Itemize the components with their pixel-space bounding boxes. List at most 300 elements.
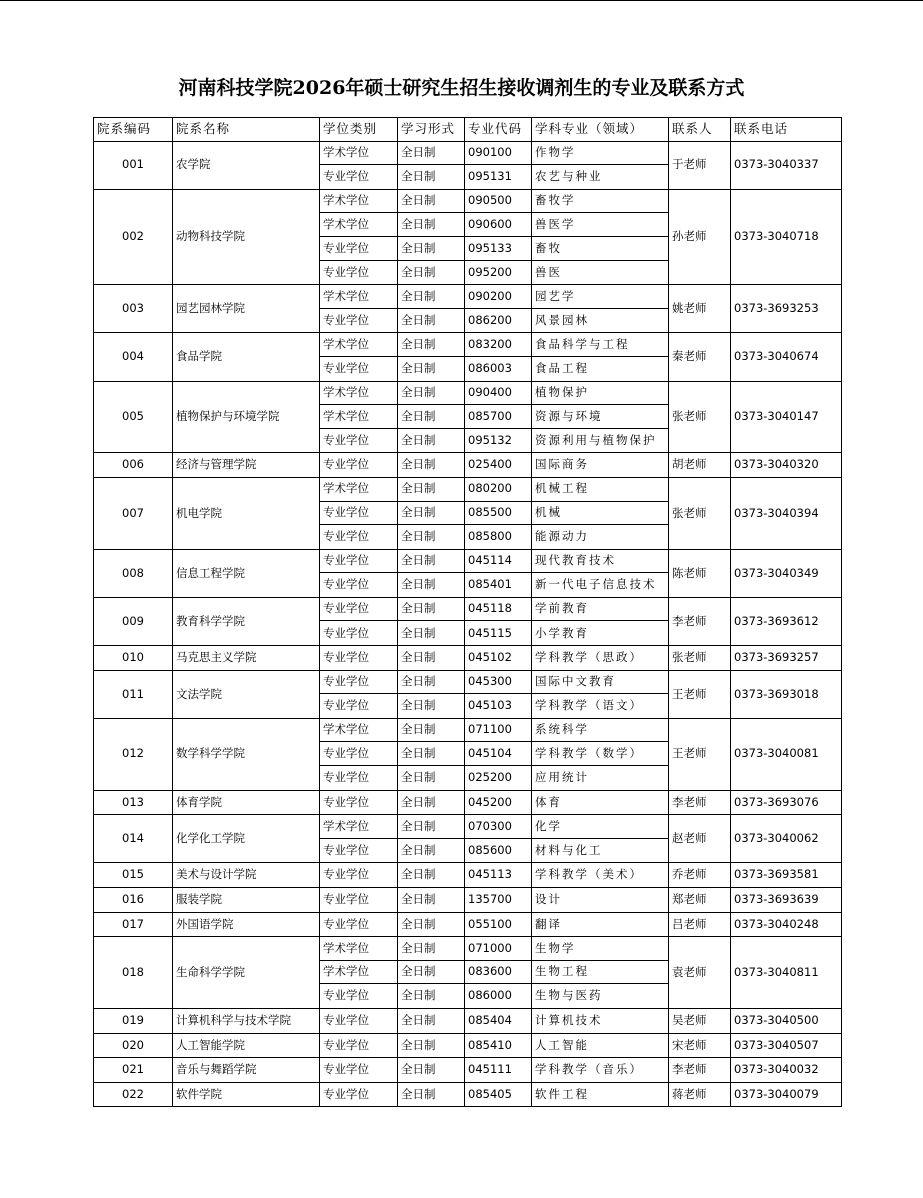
degree-cell: 专业学位 [320, 742, 397, 766]
degree-cell: 学术学位 [320, 961, 397, 985]
major-cell: 资源与环境 [532, 405, 668, 429]
mode-stack-cell [398, 670, 465, 718]
contact-cell: 张老师 [669, 646, 731, 671]
phone-cell: 0373-3040507 [731, 1033, 842, 1058]
degree-stack-cell [320, 1082, 398, 1107]
major-cell: 畜牧 [532, 237, 668, 261]
major-cell: 资源利用与植物保护 [535, 432, 657, 447]
degree-cell: 专业学位 [323, 794, 369, 809]
pcode-cell: 086003 [468, 360, 512, 375]
pcode-cell: 071000 [465, 937, 531, 961]
major-stack-cell [532, 1033, 669, 1058]
contact-cell: 宋老师 [669, 1033, 731, 1058]
pcode-cell: 090600 [465, 213, 531, 237]
major-cell: 学前教育 [532, 598, 668, 622]
pcode-cell: 085410 [468, 1037, 512, 1052]
pcode-cell: 083600 [465, 961, 531, 985]
table-header-row [94, 118, 842, 142]
mode-stack-cell [398, 189, 465, 284]
pcode-stack-cell [465, 453, 532, 478]
major-cell: 材料与化工 [535, 842, 603, 857]
table-row [94, 1058, 842, 1083]
major-cell: 作物学 [532, 142, 668, 166]
mode-cell: 全日制 [398, 478, 464, 502]
mode-cell: 全日制 [401, 457, 436, 472]
table-row [94, 381, 842, 453]
mode-cell: 全日制 [401, 432, 436, 447]
degree-stack-cell [320, 597, 398, 645]
mode-cell: 全日制 [401, 842, 436, 857]
degree-cell: 学术学位 [320, 478, 397, 502]
contact-cell: 于老师 [669, 141, 731, 189]
mode-cell: 全日制 [401, 169, 436, 184]
dept-code-cell: 009 [94, 597, 173, 645]
dept-name-cell: 马克思主义学院 [173, 646, 320, 671]
phone-cell: 0373-3040079 [731, 1082, 842, 1107]
mode-stack-cell [398, 453, 465, 478]
degree-stack-cell [320, 815, 398, 863]
dept-code-cell: 017 [94, 912, 173, 937]
phone-cell: 0373-3040349 [731, 549, 842, 597]
pcode-stack-cell [465, 790, 532, 815]
pcode-cell: 090200 [465, 285, 531, 309]
degree-cell: 专业学位 [323, 432, 369, 447]
major-stack-cell [532, 888, 669, 913]
dept-code-cell: 011 [94, 670, 173, 718]
pcode-cell: 086200 [468, 312, 512, 327]
header-dept-name: 院系名称 [173, 118, 320, 142]
major-cell: 机械 [532, 502, 668, 526]
table-row [94, 815, 842, 863]
pcode-cell: 045111 [468, 1062, 512, 1077]
dept-code-cell: 018 [94, 937, 173, 1009]
pcode-stack-cell [465, 912, 532, 937]
degree-cell: 专业学位 [323, 1086, 369, 1101]
header-dept-code: 院系编码 [94, 118, 173, 142]
dept-name-cell: 植物保护与环境学院 [173, 381, 320, 453]
major-cell: 应用统计 [535, 770, 589, 785]
major-cell: 学科教学（数学） [532, 742, 668, 766]
major-stack-cell [532, 1008, 669, 1033]
mode-cell: 全日制 [401, 312, 436, 327]
degree-cell: 专业学位 [323, 625, 369, 640]
dept-name-cell: 化学化工学院 [173, 815, 320, 863]
major-cell: 兽医 [535, 264, 562, 279]
pcode-cell: 085600 [468, 842, 512, 857]
major-stack-cell [532, 670, 669, 718]
table-row [94, 790, 842, 815]
mode-stack-cell [398, 333, 465, 381]
dept-code-cell: 012 [94, 718, 173, 790]
major-stack-cell [532, 141, 669, 189]
degree-cell: 学术学位 [320, 815, 397, 839]
mode-cell: 全日制 [401, 650, 436, 665]
major-stack-cell [532, 597, 669, 645]
degree-cell: 专业学位 [323, 916, 369, 931]
degree-stack-cell [320, 718, 398, 790]
major-cell: 生物工程 [532, 961, 668, 985]
contact-cell: 吴老师 [669, 1008, 731, 1033]
table-row [94, 285, 842, 333]
dept-code-cell: 005 [94, 381, 173, 453]
dept-name-cell: 体育学院 [173, 790, 320, 815]
major-stack-cell [532, 1082, 669, 1107]
degree-cell: 专业学位 [323, 842, 369, 857]
degree-stack-cell [320, 1008, 398, 1033]
degree-cell: 专业学位 [323, 867, 369, 882]
dept-code-cell: 013 [94, 790, 173, 815]
degree-cell: 学术学位 [320, 190, 397, 214]
mode-stack-cell [398, 549, 465, 597]
major-stack-cell [532, 1058, 669, 1083]
table-row [94, 937, 842, 1009]
pcode-cell: 045200 [468, 794, 512, 809]
table-row [94, 453, 842, 478]
pcode-stack-cell [465, 189, 532, 284]
dept-name-cell: 服装学院 [173, 888, 320, 913]
major-cell: 园艺学 [532, 285, 668, 309]
pcode-stack-cell [465, 597, 532, 645]
mode-stack-cell [398, 477, 465, 549]
table-row [94, 888, 842, 913]
pcode-cell: 045300 [465, 671, 531, 695]
degree-cell: 专业学位 [323, 1062, 369, 1077]
mode-cell: 全日制 [398, 213, 464, 237]
major-cell: 系统科学 [532, 719, 668, 743]
mode-stack-cell [398, 1058, 465, 1083]
pcode-stack-cell [465, 285, 532, 333]
degree-stack-cell [320, 912, 398, 937]
degree-cell: 专业学位 [323, 650, 369, 665]
mode-cell: 全日制 [398, 333, 464, 357]
phone-cell: 0373-3693257 [731, 646, 842, 671]
major-stack-cell [532, 549, 669, 597]
pcode-cell: 085700 [465, 405, 531, 429]
degree-stack-cell [320, 1033, 398, 1058]
degree-cell: 学术学位 [320, 937, 397, 961]
phone-cell: 0373-3693639 [731, 888, 842, 913]
degree-cell: 专业学位 [320, 550, 397, 574]
dept-code-cell: 004 [94, 333, 173, 381]
dept-code-cell: 022 [94, 1082, 173, 1107]
mode-cell: 全日制 [401, 1037, 436, 1052]
pcode-stack-cell [465, 381, 532, 453]
top-border-line [0, 0, 923, 1]
table-row [94, 1008, 842, 1033]
phone-cell: 0373-3040337 [731, 141, 842, 189]
major-stack-cell [532, 453, 669, 478]
mode-stack-cell [398, 888, 465, 913]
dept-code-cell: 016 [94, 888, 173, 913]
major-cell: 学科教学（思政） [535, 650, 643, 665]
pcode-cell: 085405 [468, 1086, 512, 1101]
contact-cell: 胡老师 [669, 453, 731, 478]
table-body [94, 141, 842, 1107]
mode-stack-cell [398, 718, 465, 790]
dept-name-cell: 软件学院 [173, 1082, 320, 1107]
degree-cell: 学术学位 [320, 405, 397, 429]
pcode-cell: 071100 [465, 719, 531, 743]
contact-cell: 李老师 [669, 597, 731, 645]
pcode-cell: 085800 [468, 529, 512, 544]
pcode-cell: 045115 [468, 625, 512, 640]
dept-name-cell: 计算机科学与技术学院 [173, 1008, 320, 1033]
mode-stack-cell [398, 863, 465, 888]
major-cell: 学科教学（语文） [535, 698, 643, 713]
mode-cell: 全日制 [398, 671, 464, 695]
degree-cell: 专业学位 [323, 457, 369, 472]
degree-cell: 专业学位 [323, 698, 369, 713]
dept-name-cell: 农学院 [173, 141, 320, 189]
mode-cell: 全日制 [401, 892, 436, 907]
pcode-stack-cell [465, 937, 532, 1009]
phone-cell: 0373-3040811 [731, 937, 842, 1009]
dept-code-cell: 002 [94, 189, 173, 284]
table-row [94, 477, 842, 549]
phone-cell: 0373-3040320 [731, 453, 842, 478]
pcode-cell: 135700 [468, 892, 512, 907]
major-stack-cell [532, 815, 669, 863]
pcode-cell: 045103 [468, 698, 512, 713]
degree-cell: 学术学位 [320, 213, 397, 237]
pcode-cell: 080200 [465, 478, 531, 502]
major-cell: 食品科学与工程 [532, 333, 668, 357]
contact-cell: 吕老师 [669, 912, 731, 937]
mode-stack-cell [398, 381, 465, 453]
contact-cell: 李老师 [669, 1058, 731, 1083]
table-row [94, 670, 842, 718]
dept-name-cell: 食品学院 [173, 333, 320, 381]
contact-cell: 郑老师 [669, 888, 731, 913]
mode-stack-cell [398, 285, 465, 333]
mode-cell: 全日制 [401, 698, 436, 713]
mode-cell: 全日制 [398, 382, 464, 406]
degree-cell: 专业学位 [320, 502, 397, 526]
phone-cell: 0373-3040248 [731, 912, 842, 937]
major-stack-cell [532, 333, 669, 381]
mode-cell: 全日制 [401, 264, 436, 279]
phone-cell: 0373-3693018 [731, 670, 842, 718]
major-stack-cell [532, 381, 669, 453]
mode-stack-cell [398, 597, 465, 645]
degree-cell: 专业学位 [320, 671, 397, 695]
header-contact: 联系人 [669, 118, 731, 142]
degree-stack-cell [320, 937, 398, 1009]
contact-cell: 张老师 [669, 477, 731, 549]
phone-cell: 0373-3040062 [731, 815, 842, 863]
degree-cell: 专业学位 [323, 169, 369, 184]
mode-stack-cell [398, 646, 465, 671]
mode-cell: 全日制 [398, 237, 464, 261]
pcode-stack-cell [465, 549, 532, 597]
major-cell: 植物保护 [532, 382, 668, 406]
pcode-stack-cell [465, 888, 532, 913]
degree-stack-cell [320, 285, 398, 333]
major-cell: 畜牧学 [532, 190, 668, 214]
phone-cell: 0373-3040500 [731, 1008, 842, 1033]
major-cell: 兽医学 [532, 213, 668, 237]
mode-cell: 全日制 [398, 937, 464, 961]
degree-cell: 专业学位 [323, 529, 369, 544]
pcode-cell: 085401 [468, 577, 512, 592]
major-cell: 风景园林 [535, 312, 589, 327]
major-cell: 农艺与种业 [535, 169, 603, 184]
degree-cell: 专业学位 [323, 360, 369, 375]
degree-cell: 专业学位 [323, 770, 369, 785]
table-row [94, 597, 842, 645]
degree-cell: 学术学位 [320, 719, 397, 743]
header-phone: 联系电话 [731, 118, 842, 142]
phone-cell: 0373-3040394 [731, 477, 842, 549]
major-stack-cell [532, 937, 669, 1009]
pcode-stack-cell [465, 477, 532, 549]
mode-cell: 全日制 [401, 988, 436, 1003]
pcode-cell: 070300 [465, 815, 531, 839]
degree-stack-cell [320, 888, 398, 913]
header-major-field: 学科专业（领域） [532, 118, 669, 142]
mode-cell: 全日制 [401, 1086, 436, 1101]
major-cell: 学科教学（音乐） [535, 1062, 643, 1077]
mode-cell: 全日制 [401, 867, 436, 882]
table-row [94, 1082, 842, 1107]
mode-cell: 全日制 [398, 719, 464, 743]
degree-stack-cell [320, 863, 398, 888]
major-stack-cell [532, 285, 669, 333]
degree-cell: 学术学位 [320, 142, 397, 166]
degree-stack-cell [320, 670, 398, 718]
major-cell: 国际中文教育 [532, 671, 668, 695]
contact-cell: 张老师 [669, 381, 731, 453]
mode-stack-cell [398, 815, 465, 863]
pcode-stack-cell [465, 646, 532, 671]
header-major-code: 专业代码 [465, 118, 532, 142]
pcode-cell: 045102 [468, 650, 512, 665]
degree-stack-cell [320, 453, 398, 478]
pcode-stack-cell [465, 1058, 532, 1083]
mode-cell: 全日制 [398, 742, 464, 766]
page-title: 河南科技学院2026年硕士研究生招生接收调剂生的专业及联系方式 [178, 77, 745, 99]
pcode-cell: 085500 [465, 502, 531, 526]
mode-cell: 全日制 [401, 577, 436, 592]
table-row [94, 189, 842, 284]
contact-cell: 王老师 [669, 670, 731, 718]
phone-cell: 0373-3693581 [731, 863, 842, 888]
degree-stack-cell [320, 333, 398, 381]
degree-cell: 专业学位 [323, 577, 369, 592]
table-row [94, 333, 842, 381]
dept-code-cell: 003 [94, 285, 173, 333]
mode-stack-cell [398, 912, 465, 937]
mode-stack-cell [398, 1082, 465, 1107]
mode-cell: 全日制 [401, 625, 436, 640]
dept-code-cell: 015 [94, 863, 173, 888]
major-cell: 能源动力 [535, 529, 589, 544]
pcode-cell: 025200 [468, 770, 512, 785]
phone-cell: 0373-3040674 [731, 333, 842, 381]
major-cell: 机械工程 [532, 478, 668, 502]
pcode-cell: 095132 [468, 432, 512, 447]
major-cell: 生物与医药 [535, 988, 603, 1003]
table-row [94, 141, 842, 189]
pcode-stack-cell [465, 863, 532, 888]
major-cell: 国际商务 [535, 457, 589, 472]
dept-name-cell: 人工智能学院 [173, 1033, 320, 1058]
major-cell: 体育 [535, 794, 562, 809]
mode-stack-cell [398, 937, 465, 1009]
degree-cell: 专业学位 [323, 892, 369, 907]
dept-name-cell: 美术与设计学院 [173, 863, 320, 888]
major-cell: 人工智能 [535, 1037, 589, 1052]
pcode-stack-cell [465, 718, 532, 790]
degree-stack-cell [320, 549, 398, 597]
dept-code-cell: 021 [94, 1058, 173, 1083]
pcode-cell: 090100 [465, 142, 531, 166]
major-cell: 食品工程 [535, 360, 589, 375]
mode-cell: 全日制 [401, 1013, 436, 1028]
major-stack-cell [532, 646, 669, 671]
major-stack-cell [532, 189, 669, 284]
pcode-stack-cell [465, 141, 532, 189]
dept-name-cell: 动物科技学院 [173, 189, 320, 284]
mode-cell: 全日制 [398, 405, 464, 429]
pcode-cell: 045118 [465, 598, 531, 622]
mode-cell: 全日制 [398, 285, 464, 309]
contact-cell: 蒋老师 [669, 1082, 731, 1107]
mode-stack-cell [398, 1033, 465, 1058]
pcode-stack-cell [465, 670, 532, 718]
phone-cell: 0373-3040718 [731, 189, 842, 284]
mode-cell: 全日制 [398, 815, 464, 839]
phone-cell: 0373-3040032 [731, 1058, 842, 1083]
pcode-cell: 095133 [465, 237, 531, 261]
pcode-stack-cell [465, 1008, 532, 1033]
degree-stack-cell [320, 141, 398, 189]
dept-code-cell: 006 [94, 453, 173, 478]
pcode-cell: 045104 [465, 742, 531, 766]
mode-cell: 全日制 [401, 360, 436, 375]
dept-name-cell: 音乐与舞蹈学院 [173, 1058, 320, 1083]
table-row [94, 912, 842, 937]
major-stack-cell [532, 863, 669, 888]
dept-name-cell: 园艺园林学院 [173, 285, 320, 333]
major-cell: 翻译 [535, 916, 562, 931]
dept-name-cell: 外国语学院 [173, 912, 320, 937]
pcode-cell: 090400 [465, 382, 531, 406]
contact-cell: 赵老师 [669, 815, 731, 863]
degree-cell: 学术学位 [320, 333, 397, 357]
degree-cell: 专业学位 [323, 312, 369, 327]
phone-cell: 0373-3040147 [731, 381, 842, 453]
pcode-cell: 045114 [465, 550, 531, 574]
major-stack-cell [532, 477, 669, 549]
dept-code-cell: 007 [94, 477, 173, 549]
pcode-stack-cell [465, 1033, 532, 1058]
degree-cell: 专业学位 [323, 988, 369, 1003]
major-cell: 新一代电子信息技术 [535, 577, 657, 592]
contact-cell: 孙老师 [669, 189, 731, 284]
dept-name-cell: 数学科学学院 [173, 718, 320, 790]
degree-stack-cell [320, 646, 398, 671]
major-cell: 学科教学（美术） [535, 867, 643, 882]
pcode-cell: 083200 [465, 333, 531, 357]
dept-name-cell: 生命科学学院 [173, 937, 320, 1009]
contact-cell: 秦老师 [669, 333, 731, 381]
pcode-cell: 095200 [468, 264, 512, 279]
phone-cell: 0373-3693612 [731, 597, 842, 645]
table-row [94, 1033, 842, 1058]
dept-name-cell: 教育科学学院 [173, 597, 320, 645]
pcode-stack-cell [465, 815, 532, 863]
